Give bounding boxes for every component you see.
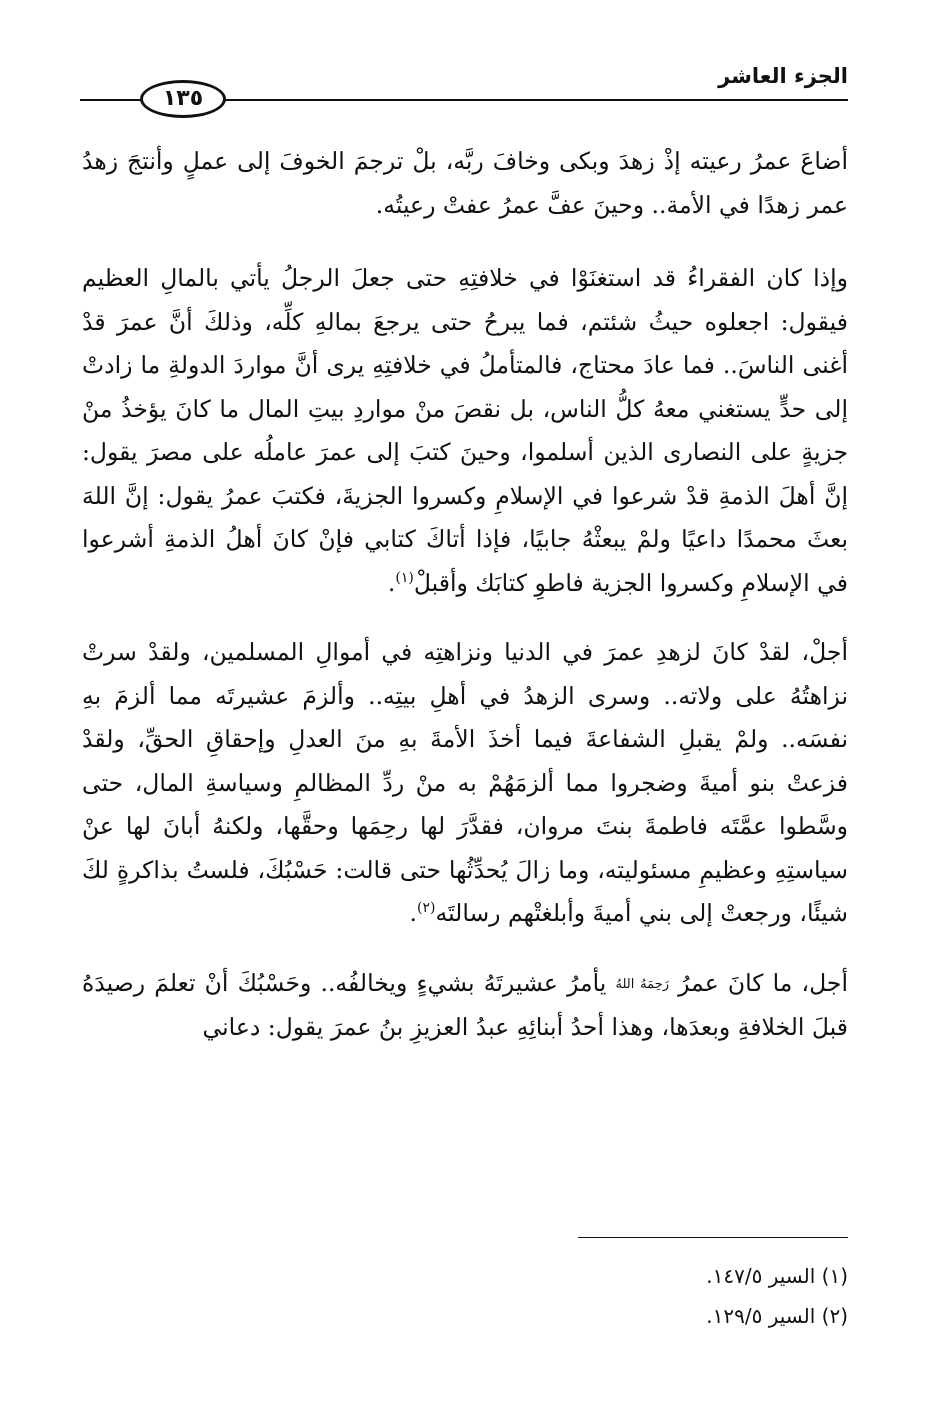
page-number-frame: [140, 80, 226, 118]
paragraph-2: [82, 257, 848, 605]
paragraph-3: [82, 631, 848, 936]
footnote-2: (٢) السير ١٢٩/٥.: [706, 1304, 848, 1328]
footnote-ref-1[interactable]: (١): [395, 569, 414, 586]
paragraph-2-tail: .: [387, 568, 396, 597]
footnote-rule: [578, 1237, 848, 1238]
paragraph-4: [82, 962, 848, 1050]
paragraph-2-text: وإذا كان الفقراءُ قد استغنَوْا في خلافتِهِ حتى جعلَ الرجلُ يأتي بالمالِ العظيم فيقول: اجعلوه حيثُ شئتم، فما يبرحُ حتى يرجعَ بمالهِ كلِّه، وذلكَ أنَّ عمرَ قدْ أغنى الناسَ.. فما عادَ محتاج، فالمتأملُ في خلافتِهِ يرى أنَّ مواردَ الدولةِ ما زادتْ إلى حدٍّ يستغني معهُ كلُّ الناس، بل نقصَ منْ مواردِ بيتِ المال ما كانَ يؤخذُ منْ جزيةٍ على النصارى الذين أسلموا، وحينَ كتبَ إلى عمرَ عاملُه على مصرَ يقول: إنَّ أهلَ الذمةِ قدْ شرعوا في الإسلامِ وكسروا الجزيةَ، فكتبَ عمرُ يقول: إنَّ اللهَ بعثَ محمدًا داعيًا ولمْ يبعثْهُ جابيًا، فإذا أتاكَ كتابي فإنْ كانَ أهلُ الذمةِ أشرعوا في الإسلامِ وكسروا الجزية فاطوِ كتابَك وأقبلْ: [82, 264, 848, 597]
paragraph-4-text-after: يأمرُ عشيرتَهُ بشيءٍ ويخالفُه.. وحَسْبُكَ أنْ تعلمَ رصيدَهُ قبلَ الخلافةِ وبعدَها، وهذا أحدُ أبنائِهِ عبدُ العزيزِ بنُ عمرَ يقول: دعاني: [82, 968, 848, 1041]
running-header: الجزء العاشر: [718, 64, 848, 88]
paragraph-4-text-before: أجل، ما كانَ عمرُ: [678, 968, 848, 997]
page-number: ١٣٥: [162, 86, 204, 111]
paragraph-3-tail: .: [409, 899, 417, 927]
paragraph-1-text: أضاعَ عمرُ رعيته إذْ زهدَ وبكى وخافَ ربَّه، بلْ ترجمَ الخوفَ إلى عملٍ وأنتجَ زهدُ عمر زهدًا في الأمة.. وحينَ عفَّ عمرُ عفتْ رعيتُه.: [82, 147, 848, 219]
paragraph-3-text: أجلْ، لقدْ كانَ لزهدِ عمرَ في الدنيا ونزاهتِه في أموالِ المسلمين، ولقدْ سرتْ نزاهتُهُ على ولاته.. وسرى الزهدُ في أهلِ بيتِه.. وألزمَ عشيرتَه مما ألزمَ بهِ نفسَه.. ولمْ يقبلِ الشفاعةَ فيما أخذَ الأمةَ بهِ منَ العدلِ وإحقاقِ الحقِّ، ولقدْ فزعتْ بنو أميةَ وضجروا مما ألزمَهُمْ به منْ ردِّ المظالمِ وسياسةِ المال، حتى وسَّطوا عمَّتَه فاطمةَ بنتَ مروان، فقدَّرَ لها رحِمَها وحقَّها، ولكنهُ أبانَ لها عنْ سياستِهِ وعظيمِ مسئوليته، وما زالَ يُحدِّثُها حتى قالت: حَسْبُكَ، فلستُ بذاكرةٍ لكَ شيئًا، ورجعتْ إلى بني أميةَ وأبلغتْهم رسالتَه: [82, 638, 848, 927]
footnote-1: (١) السير ١٤٧/٥.: [706, 1264, 848, 1288]
paragraph-1: [82, 140, 848, 227]
footnotes: [348, 1256, 848, 1336]
honorific-glyph: رَحِمَهُ اللهُ: [615, 976, 669, 992]
footnote-ref-2[interactable]: (٢): [417, 900, 436, 917]
main-text: [82, 140, 848, 1075]
